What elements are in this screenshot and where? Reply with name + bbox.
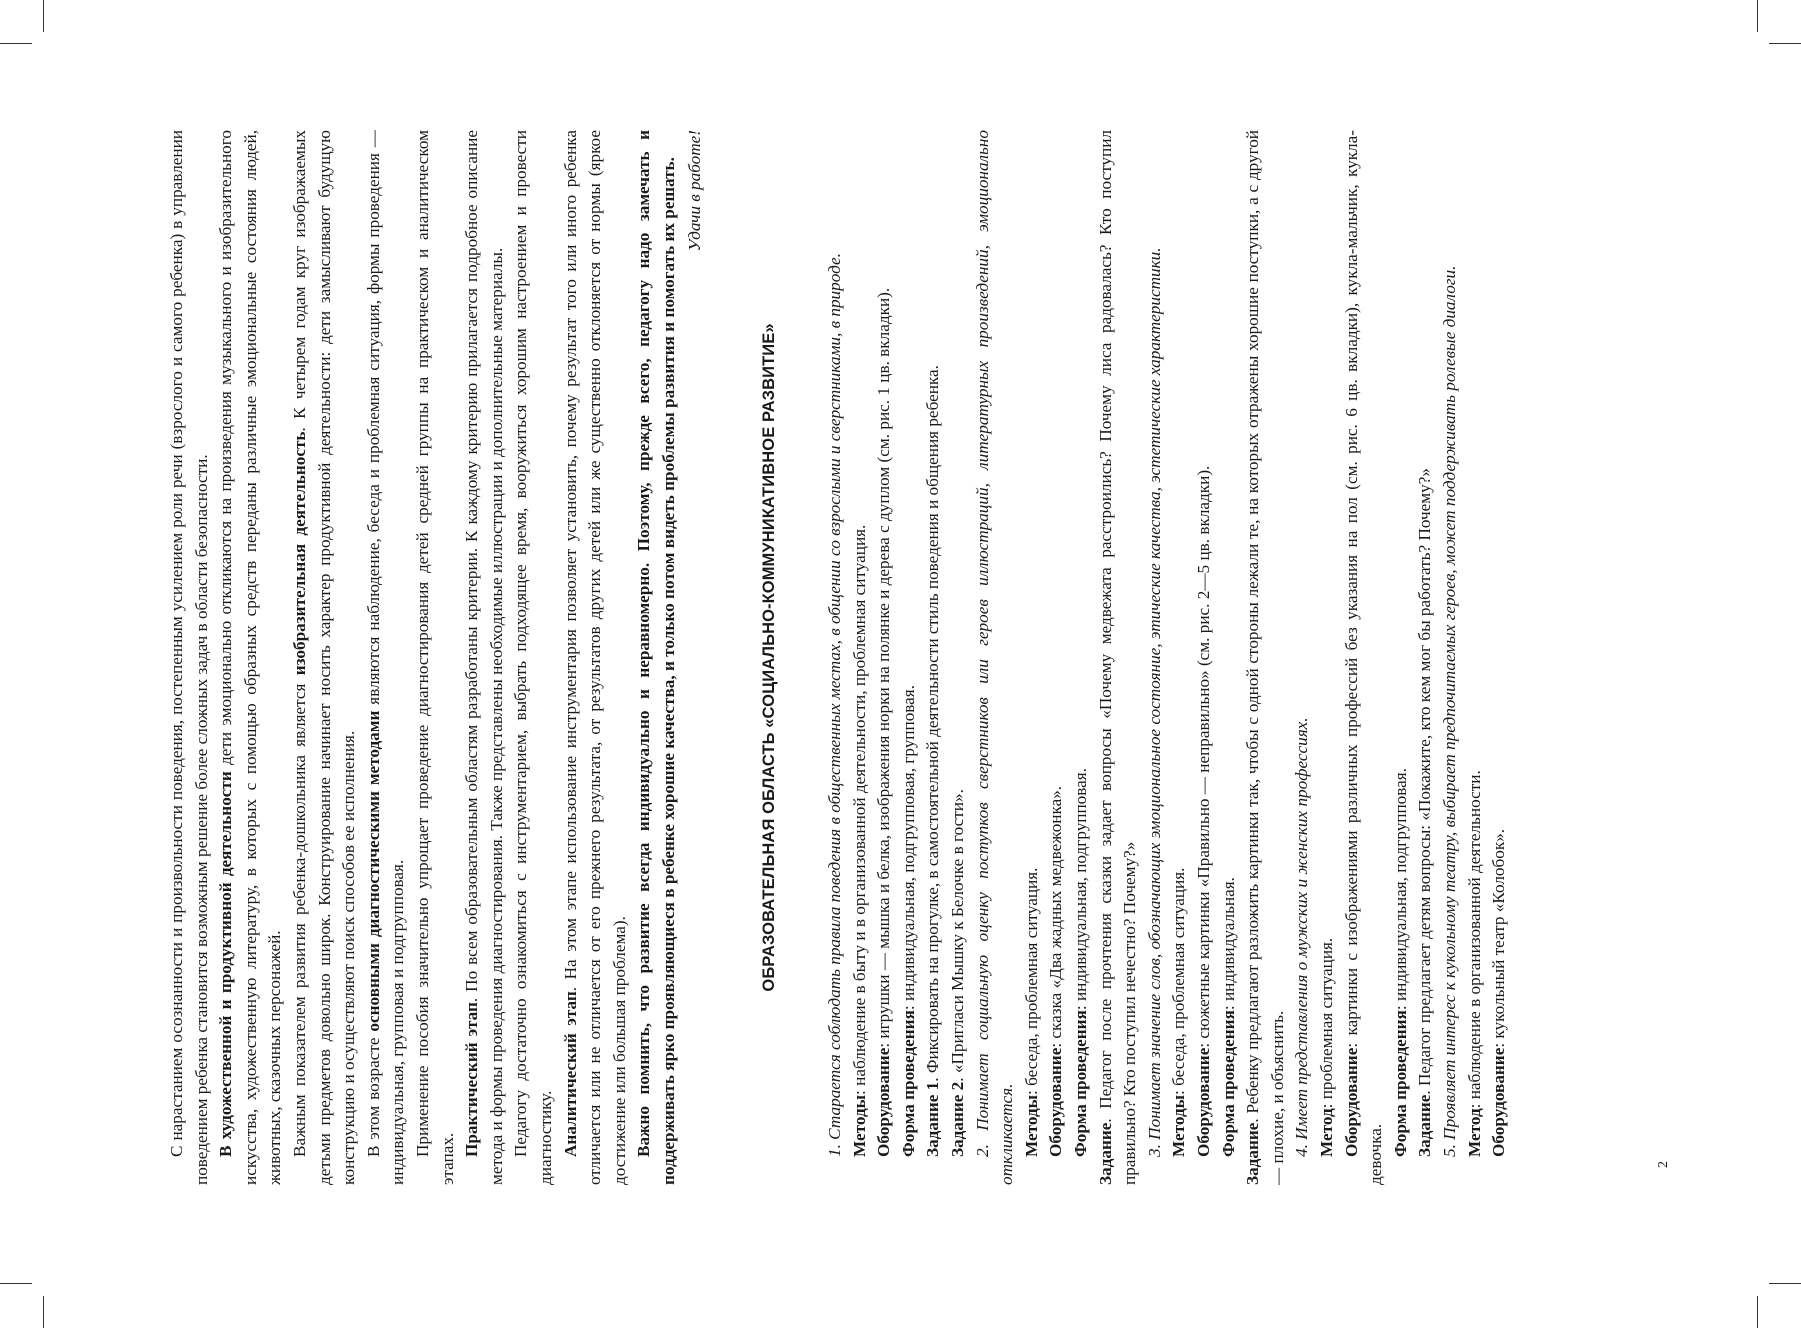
paragraph: 5. Проявляет интерес к кукольному театру, выбирает предпочитаемых героев, может поддерживать ролевые диалоги. <box>1439 265 1459 1157</box>
crop-mark <box>1769 1283 1801 1284</box>
crop-mark <box>1757 1296 1758 1328</box>
paragraph: Метод: наблюдение в организованной деятельности. <box>1464 770 1484 1157</box>
paragraph: 1. Старается соблюдать правила поведения в общественных местах, в общении со взрослыми и сверстниками, в природе. <box>825 253 845 1157</box>
paragraph: Оборудование: игрушки — мышка и белка, изображения норки на полянке и дерева с дуплом (см. рис. 1 цв. вкладки). <box>874 287 894 1157</box>
crop-mark <box>1769 43 1801 44</box>
paragraph: Аналитический этап. На этом этапе использование инструментария позволяет установить, почему результат того или иного ребенка отличается или не отличается от его прежнего результата, от результатов других детей или же существенно отклоняется от нормы (яркое достижение или большая проблема). <box>560 130 629 1185</box>
paragraph: Форма проведения: индивидуальная, подгрупповая. <box>1071 768 1090 1157</box>
crop-mark <box>0 1283 32 1284</box>
paragraph: Форма проведения: индивидуальная, подгрупповая, групповая. <box>898 684 918 1157</box>
paragraph: Важно помнить, что развитие всегда индивидуально и неравномерно. Поэтому, прежде всего, педагогу надо замечать и поддерживать ярко проявляющиеся в ребенке хорошие качества, и только потом видеть проблемы развития и помогать их решать. <box>634 130 678 1185</box>
paragraph: Оборудование: сюжетные картинки «Правильно — неправильно» (см. рис. 2—5 цв. вкладки). <box>1193 465 1213 1157</box>
crop-mark <box>1757 0 1758 32</box>
paragraph: Практический этап. По всем образовательным областям разработаны критерии. К каждому критерию прилагается подробное описание метода и формы проведения диагностирования. Также представлены необходимые иллюстрации и дополнительные материалы. <box>462 129 506 1185</box>
paragraph: Методы: беседа, проблемная ситуация. <box>1021 867 1041 1157</box>
paragraph: Задание. Педагог предлагает детям вопросы: «Покажите, кто кем мог бы работать? Почему?» <box>1415 468 1435 1157</box>
paragraph: В художественной и продуктивной деятельности дети эмоционально откликаются на произведения музыкального и изобразительного искусства, художественную литературу, в которых с помощью образных средств переданы различные эмоциональные состояния людей, животных, сказочных персонажей. <box>216 130 285 1185</box>
paragraph: Применение пособия значительно упрощает проведение диагностирования детей средней группы на практическом и аналитическом этапах. <box>412 130 457 1185</box>
crop-mark <box>43 1296 44 1328</box>
paragraph: С нарастанием осознанности и произвольности поведения, постепенным усилением роли речи (взрослого и самого ребенка) в управлении поведением ребенка становится возможным решение более сложных задач в области безопасности. <box>167 130 211 1185</box>
paragraph: Оборудование: картинки с изображениями различных профессий без указания на пол (см. рис. 6 цв. вкладки), кукла-мальчик, кукла-девочка. <box>1341 130 1386 1185</box>
paragraph: Задание 2. «Пригласи Мышку к Белочке в гости». <box>948 789 968 1157</box>
paragraph: 2. Понимает социальную оценку поступков сверстников или героев иллюстраций, литературных произведений, эмоционально откликается. <box>972 130 1017 1185</box>
section-title: ОБРАЗОВАТЕЛЬНАЯ ОБЛАСТЬ «СОЦИАЛЬНО-КОММУНИКАТИВНОЕ РАЗВИТИЕ» <box>760 323 779 992</box>
paragraph: 4. Имеет представления о мужских и женских профессиях. <box>1292 717 1312 1157</box>
paragraph: Форма проведения: индивидуальная, подгрупповая. <box>1390 768 1410 1157</box>
rotated-page <box>165 130 1785 1185</box>
paragraph: Важным показателем развития ребенка-дошкольника является изобразительная деятельность. К четырем годам круг изображаемых детьми предметов довольно широк. Конструирование начинает носить характер продуктивной деятельности: дети замысливают будущую конструкцию и осуществляют поиск способов ее исполнения. <box>289 130 359 1185</box>
paragraph: Задание 1. Фиксировать на прогулке, в самостоятельной деятельности стиль поведения и общения ребенка. <box>923 365 943 1157</box>
paragraph: Форма проведения: индивидуальная. <box>1218 877 1238 1157</box>
paragraph: Оборудование: кукольный театр «Колобок». <box>1489 828 1509 1157</box>
paragraph: 3. Понимает значение слов, обозначающих эмоциональное состояние, этические качества, эстетические характеристики. <box>1144 247 1164 1157</box>
paragraph: Методы: наблюдение в быту и в организованной деятельности, проблемная ситуация. <box>849 524 869 1157</box>
paragraph: Оборудование: сказка «Два жадных медвежонка». <box>1046 785 1066 1157</box>
section-body <box>823 130 1512 1185</box>
paragraph: Педагогу достаточно ознакомиться с инструментарием, выбрать подходящее время, вооружиться хорошим настроением и провести диагностику. <box>511 130 555 1185</box>
paragraph: Методы: беседа, проблемная ситуация. <box>1169 867 1189 1157</box>
intro-text <box>165 130 681 1185</box>
paragraph: Задание. Ребенку предлагают разложить картинки так, чтобы с одной стороны лежали те, на которых отражены хорошие поступки, а с другой — плохие, и объяснить. <box>1243 130 1287 1185</box>
page-number: 2 <box>1656 1161 1671 1168</box>
paragraph: Задание. Педагог после прочтения сказки задает вопросы «Почему медвежата расстроились? Почему лиса радовалась? Кто поступил правильно? Кто поступил нечестно? Почему?» <box>1095 130 1140 1185</box>
crop-mark <box>43 0 44 32</box>
paragraph: Метод: проблемная ситуация. <box>1316 937 1336 1157</box>
good-luck-note: Удачи в работе! <box>685 130 705 252</box>
paragraph: В этом возрасте основными диагностическими методами являются наблюдение, беседа и проблемная ситуация, формы проведения — индивидуальная, групповая и подгрупповая. <box>363 130 408 1185</box>
crop-mark <box>0 43 32 44</box>
